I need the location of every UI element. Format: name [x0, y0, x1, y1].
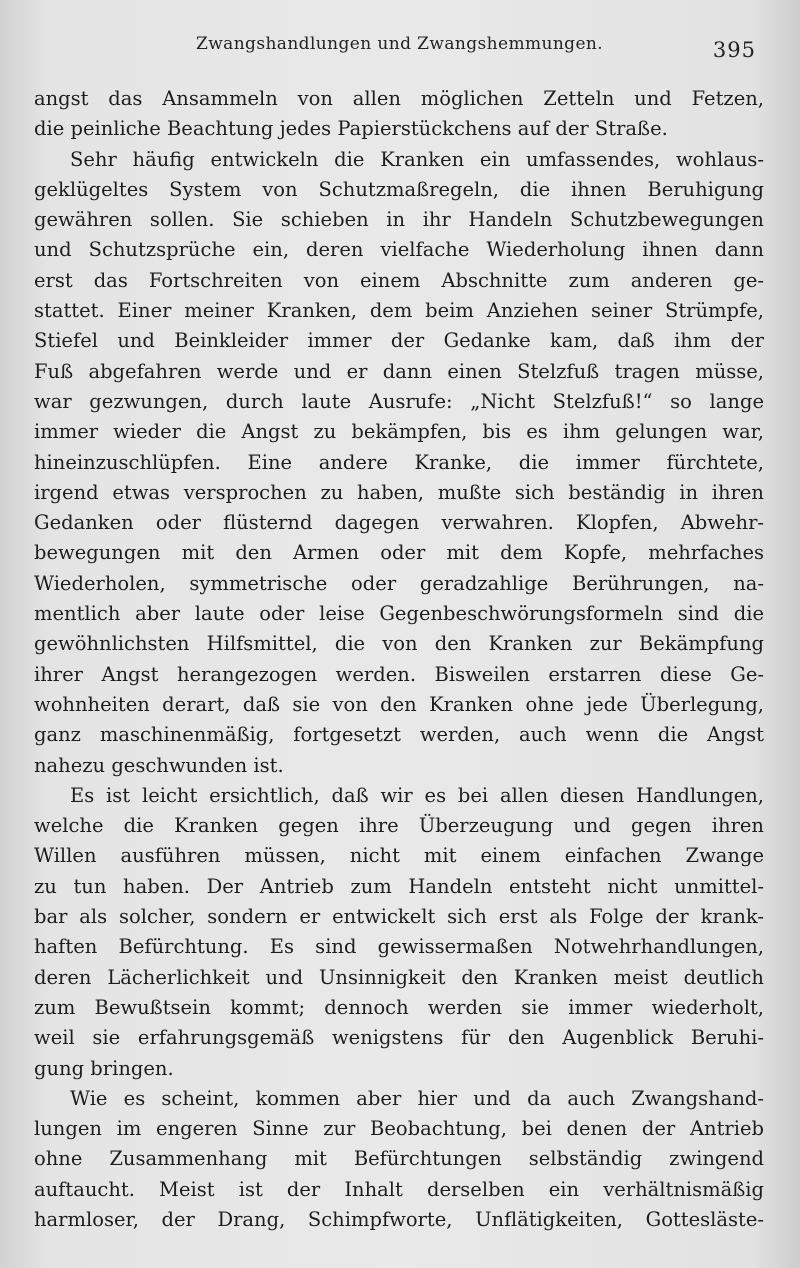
- text-line: und Schutzsprüche ein, deren vielfache Wiederholung ihnen dann: [34, 238, 764, 262]
- text-line: lungen im engeren Sinne zur Beobachtung, bei denen der Antrieb: [34, 1117, 764, 1141]
- text-line: Wie es scheint, kommen aber hier und da auch Zwangshand-: [70, 1086, 764, 1110]
- text-line: auftaucht. Meist ist der Inhalt derselben ein verhältnismäßig: [34, 1177, 764, 1201]
- text-line: welche die Kranken gegen ihre Überzeugung und gegen ihren: [34, 814, 764, 838]
- text-line: gung bringen.: [34, 1056, 174, 1080]
- text-line: Es ist leicht ersichtlich, daß wir es bei allen diesen Handlungen,: [70, 783, 764, 807]
- text-line: gewöhnlichsten Hilfsmittel, die von den Kranken zur Bekämpfung: [34, 632, 764, 656]
- text-line: zum Bewußtsein kommt; dennoch werden sie immer wiederholt,: [34, 995, 764, 1019]
- text-line: Gedanken oder flüsternd dagegen verwahren. Klopfen, Abwehr-: [34, 511, 764, 535]
- text-line: deren Lächerlichkeit und Unsinnigkeit den Kranken meist deutlich: [34, 965, 764, 989]
- text-line: Willen ausführen müssen, nicht mit einem einfachen Zwange: [34, 844, 764, 868]
- text-line: mentlich aber laute oder leise Gegenbeschwörungsformeln sind die: [34, 602, 764, 626]
- text-line: nahezu geschwunden ist.: [34, 753, 284, 777]
- text-line: die peinliche Beachtung jedes Papierstückchens auf der Straße.: [34, 117, 668, 141]
- text-line: weil sie erfahrungsgemäß wenigstens für den Augenblick Beruhi-: [34, 1026, 764, 1050]
- text-line: immer wieder die Angst zu bekämpfen, bis es ihm gelungen war,: [34, 420, 764, 444]
- text-line: stattet. Einer meiner Kranken, dem beim Anziehen seiner Strümpfe,: [34, 299, 764, 323]
- text-line: Stiefel und Beinkleider immer der Gedanke kam, daß ihm der: [34, 329, 764, 353]
- text-line: geklügeltes System von Schutzmaßregeln, die ihnen Beruhigung: [34, 177, 764, 201]
- text-line: gewähren sollen. Sie schieben in ihr Handeln Schutzbewegungen: [34, 208, 764, 232]
- text-line: hineinzuschlüpfen. Eine andere Kranke, die immer fürchtete,: [34, 450, 764, 474]
- text-line: Wiederholen, symmetrische oder geradzahlige Berührungen, na-: [34, 571, 764, 595]
- text-line: Sehr häufig entwickeln die Kranken ein umfassendes, wohlaus-: [70, 147, 764, 171]
- page-number: 395: [712, 38, 756, 62]
- text-line: Fuß abgefahren werde und er dann einen Stelzfuß tragen müsse,: [34, 359, 764, 383]
- text-line: ihrer Angst herangezogen werden. Bisweilen erstarren diese Ge-: [34, 662, 764, 686]
- text-line: harmloser, der Drang, Schimpfworte, Unflätigkeiten, Gotteslästе-: [34, 1207, 764, 1231]
- text-line: ganz maschinenmäßig, fortgesetzt werden, auch wenn die Angst: [34, 723, 764, 747]
- running-title: Zwangshandlungen und Zwangshemmungen.: [196, 34, 604, 54]
- text-line: bewegungen mit den Armen oder mit dem Kopfe, mehrfaches: [34, 541, 764, 565]
- text-line: zu tun haben. Der Antrieb zum Handeln entsteht nicht unmittel-: [34, 874, 764, 898]
- body-text: [34, 84, 764, 1235]
- text-line: irgend etwas versprochen zu haben, mußte sich beständig in ihren: [34, 480, 764, 504]
- text-line: haften Befürchtung. Es sind gewissermaßen Notwehrhandlungen,: [34, 935, 764, 959]
- text-line: angst das Ansammeln von allen möglichen Zetteln und Fetzen,: [34, 87, 764, 110]
- text-line: ohne Zusammenhang mit Befürchtungen selbständig zwingend: [34, 1147, 764, 1171]
- text-line: war gezwungen, durch laute Ausrufe: „Nicht Stelzfuß!“ so lange: [34, 389, 764, 413]
- text-line: erst das Fortschreiten von einem Abschnitte zum anderen ge-: [34, 268, 764, 292]
- text-line: bar als solcher, sondern er entwickelt sich erst als Folge der krank-: [34, 905, 764, 929]
- text-line: wohnheiten derart, daß sie von den Kranken ohne jede Überlegung,: [34, 692, 764, 716]
